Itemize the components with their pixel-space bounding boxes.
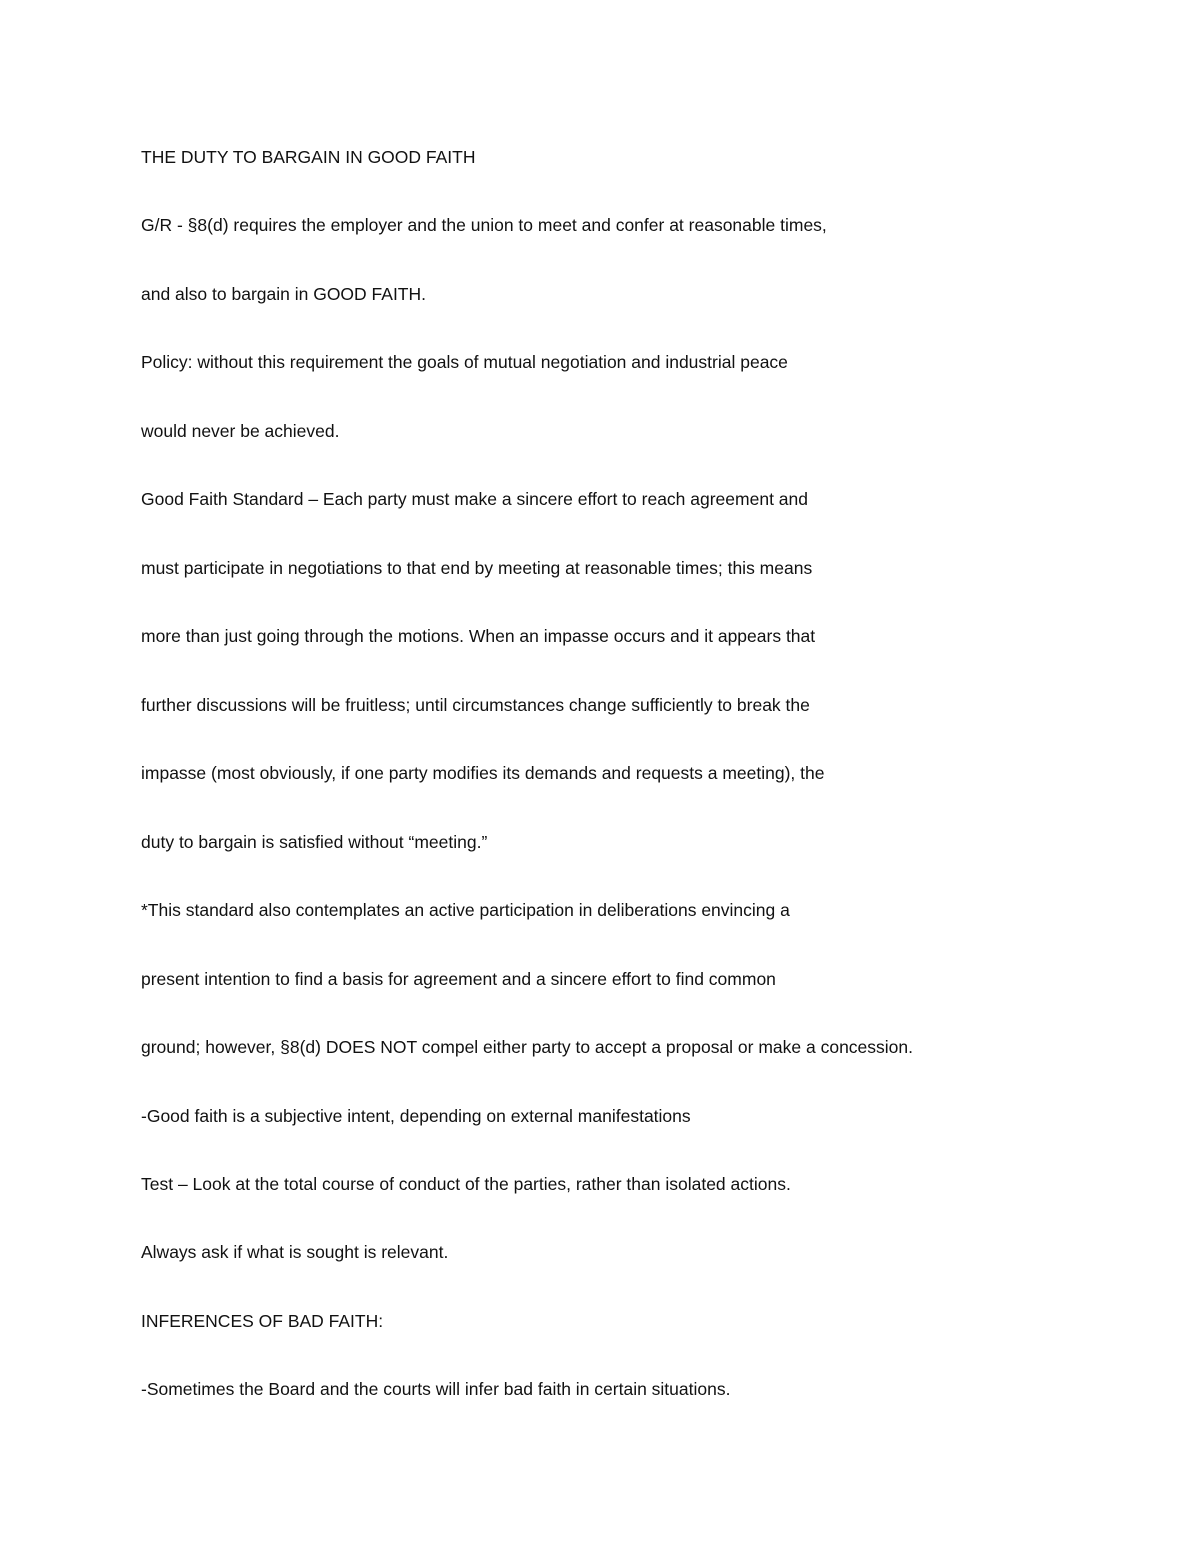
- document-title: THE DUTY TO BARGAIN IN GOOD FAITH: [141, 147, 476, 167]
- text-line: present intention to find a basis for agreement and a sincere effort to find common: [141, 969, 776, 989]
- text-line: would never be achieved.: [141, 421, 340, 441]
- text-line: further discussions will be fruitless; until circumstances change sufficiently to break the: [141, 695, 810, 715]
- text-line: impasse (most obviously, if one party modifies its demands and requests a meeting), the: [141, 763, 825, 783]
- text-line: Policy: without this requirement the goals of mutual negotiation and industrial peace: [141, 352, 788, 372]
- text-line: Always ask if what is sought is relevant.: [141, 1242, 449, 1262]
- text-line: *This standard also contemplates an active participation in deliberations envincing a: [141, 900, 790, 920]
- text-line: Test – Look at the total course of conduct of the parties, rather than isolated actions.: [141, 1174, 791, 1194]
- text-line: more than just going through the motions. When an impasse occurs and it appears that: [141, 626, 816, 646]
- text-line: -Sometimes the Board and the courts will infer bad faith in certain situations.: [141, 1379, 731, 1399]
- text-line: -Good faith is a subjective intent, depending on external manifestations: [141, 1106, 691, 1126]
- text-line: must participate in negotiations to that end by meeting at reasonable times; this means: [141, 558, 813, 578]
- text-line: and also to bargain in GOOD FAITH.: [141, 284, 426, 304]
- text-line: Good Faith Standard – Each party must make a sincere effort to reach agreement and: [141, 489, 808, 509]
- text-line: duty to bargain is satisfied without “meeting.”: [141, 832, 488, 852]
- section-heading: INFERENCES OF BAD FAITH:: [141, 1311, 384, 1331]
- text-line: G/R - §8(d) requires the employer and the union to meet and confer at reasonable times,: [141, 215, 827, 235]
- text-line: ground; however, §8(d) DOES NOT compel either party to accept a proposal or make a concession.: [141, 1037, 914, 1057]
